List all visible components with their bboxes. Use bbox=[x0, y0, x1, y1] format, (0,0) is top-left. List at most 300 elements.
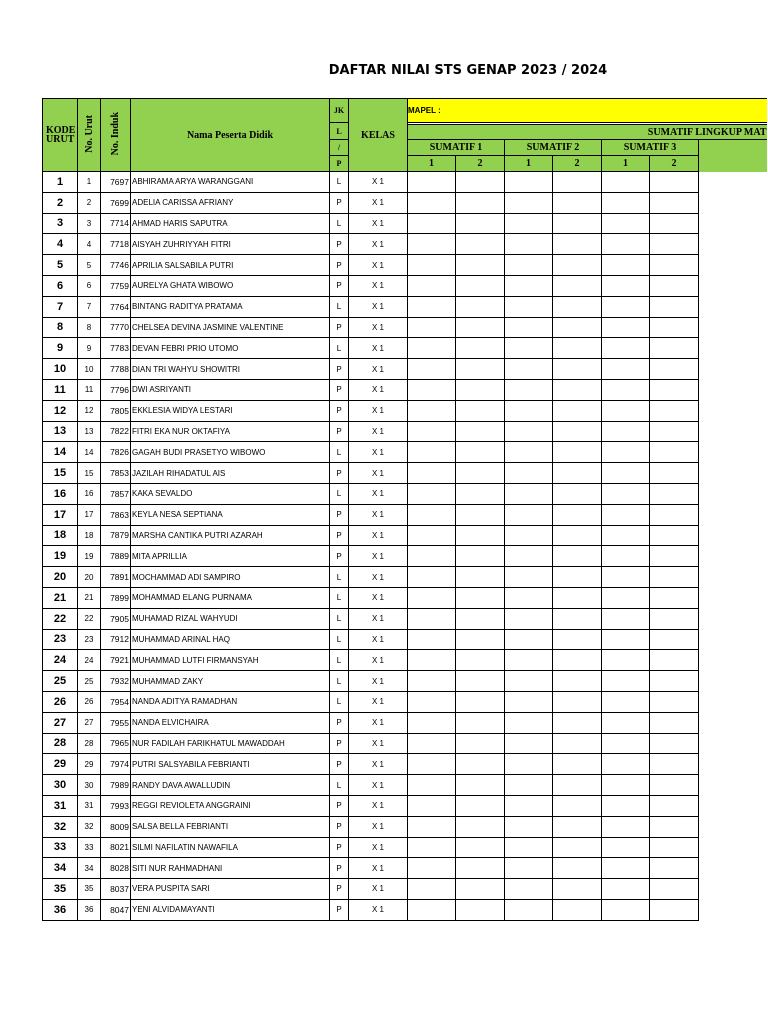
score-cell[interactable] bbox=[408, 733, 456, 754]
score-cell[interactable] bbox=[456, 275, 505, 296]
score-cell[interactable] bbox=[602, 899, 650, 920]
class-cell: X 1 bbox=[349, 296, 408, 317]
empty-margin bbox=[699, 255, 767, 276]
score-cell[interactable] bbox=[456, 795, 505, 816]
score-cell[interactable] bbox=[505, 296, 553, 317]
score-cell[interactable] bbox=[553, 650, 602, 671]
score-cell[interactable] bbox=[456, 671, 505, 692]
score-cell[interactable] bbox=[602, 213, 650, 234]
score-cell[interactable] bbox=[553, 463, 602, 484]
score-cell[interactable] bbox=[553, 712, 602, 733]
score-cell[interactable] bbox=[505, 463, 553, 484]
score-cell[interactable] bbox=[553, 400, 602, 421]
gender-cell: L bbox=[330, 587, 349, 608]
score-cell[interactable] bbox=[505, 608, 553, 629]
score-cell[interactable] bbox=[602, 192, 650, 213]
score-cell[interactable] bbox=[408, 671, 456, 692]
score-cell[interactable] bbox=[553, 338, 602, 359]
score-cell[interactable] bbox=[553, 379, 602, 400]
score-cell[interactable] bbox=[650, 816, 699, 837]
score-cell[interactable] bbox=[408, 525, 456, 546]
score-cell[interactable] bbox=[408, 317, 456, 338]
score-cell[interactable] bbox=[602, 359, 650, 380]
table-row bbox=[43, 504, 767, 525]
no-induk-cell: 7764 bbox=[101, 296, 131, 317]
score-cell[interactable] bbox=[505, 255, 553, 276]
score-cell[interactable] bbox=[553, 421, 602, 442]
score-cell[interactable] bbox=[408, 234, 456, 255]
score-cell[interactable] bbox=[456, 421, 505, 442]
student-name-cell: VERA PUSPITA SARI bbox=[131, 879, 330, 900]
no-urut-cell: 34 bbox=[78, 858, 101, 879]
gender-cell: P bbox=[330, 733, 349, 754]
score-cell[interactable] bbox=[456, 338, 505, 359]
score-cell[interactable] bbox=[650, 442, 699, 463]
score-cell[interactable] bbox=[602, 754, 650, 775]
score-cell[interactable] bbox=[602, 504, 650, 525]
score-cell[interactable] bbox=[505, 879, 553, 900]
table-row bbox=[43, 213, 767, 234]
gender-cell: P bbox=[330, 525, 349, 546]
score-cell[interactable] bbox=[650, 546, 699, 567]
score-cell[interactable] bbox=[408, 567, 456, 588]
score-cell[interactable] bbox=[456, 754, 505, 775]
score-cell[interactable] bbox=[553, 234, 602, 255]
score-cell[interactable] bbox=[650, 317, 699, 338]
table-row bbox=[43, 421, 767, 442]
score-cell[interactable] bbox=[650, 463, 699, 484]
score-cell[interactable] bbox=[456, 525, 505, 546]
score-cell[interactable] bbox=[408, 629, 456, 650]
score-cell[interactable] bbox=[456, 213, 505, 234]
no-urut-cell: 6 bbox=[78, 275, 101, 296]
score-cell[interactable] bbox=[553, 275, 602, 296]
score-cell[interactable] bbox=[505, 234, 553, 255]
score-cell[interactable] bbox=[553, 296, 602, 317]
score-cell[interactable] bbox=[602, 858, 650, 879]
score-cell[interactable] bbox=[553, 255, 602, 276]
score-cell[interactable] bbox=[650, 671, 699, 692]
score-cell[interactable] bbox=[602, 379, 650, 400]
no-induk-cell: 7954 bbox=[101, 691, 131, 712]
score-cell[interactable] bbox=[602, 442, 650, 463]
score-cell[interactable] bbox=[505, 671, 553, 692]
score-cell[interactable] bbox=[650, 192, 699, 213]
score-cell[interactable] bbox=[505, 379, 553, 400]
score-cell[interactable] bbox=[505, 899, 553, 920]
student-name-cell: ABHIRAMA ARYA WARANGGANI bbox=[131, 172, 330, 193]
score-cell[interactable] bbox=[505, 483, 553, 504]
score-cell[interactable] bbox=[553, 172, 602, 193]
score-cell[interactable] bbox=[602, 691, 650, 712]
score-cell[interactable] bbox=[408, 442, 456, 463]
score-cell[interactable] bbox=[602, 567, 650, 588]
no-induk-cell: 7826 bbox=[101, 442, 131, 463]
score-cell[interactable] bbox=[408, 775, 456, 796]
score-cell[interactable] bbox=[456, 296, 505, 317]
score-cell[interactable] bbox=[650, 650, 699, 671]
score-cell[interactable] bbox=[505, 421, 553, 442]
no-induk-cell: 7863 bbox=[101, 504, 131, 525]
class-cell: X 1 bbox=[349, 712, 408, 733]
score-cell[interactable] bbox=[553, 359, 602, 380]
score-cell[interactable] bbox=[408, 879, 456, 900]
score-cell[interactable] bbox=[553, 837, 602, 858]
score-cell[interactable] bbox=[602, 837, 650, 858]
score-cell[interactable] bbox=[456, 587, 505, 608]
score-cell[interactable] bbox=[553, 858, 602, 879]
score-cell[interactable] bbox=[602, 400, 650, 421]
score-cell[interactable] bbox=[602, 296, 650, 317]
score-cell[interactable] bbox=[553, 775, 602, 796]
score-cell[interactable] bbox=[602, 421, 650, 442]
score-cell[interactable] bbox=[505, 546, 553, 567]
class-cell: X 1 bbox=[349, 338, 408, 359]
score-cell[interactable] bbox=[602, 608, 650, 629]
score-cell[interactable] bbox=[505, 587, 553, 608]
score-cell[interactable] bbox=[553, 671, 602, 692]
score-cell[interactable] bbox=[408, 275, 456, 296]
score-cell[interactable] bbox=[650, 400, 699, 421]
score-cell[interactable] bbox=[650, 879, 699, 900]
score-cell[interactable] bbox=[505, 317, 553, 338]
score-cell[interactable] bbox=[650, 275, 699, 296]
gender-cell: P bbox=[330, 754, 349, 775]
score-cell[interactable] bbox=[408, 483, 456, 504]
student-name-cell: AHMAD HARIS SAPUTRA bbox=[131, 213, 330, 234]
student-name-cell: ADELIA CARISSA AFRIANY bbox=[131, 192, 330, 213]
score-cell[interactable] bbox=[456, 463, 505, 484]
class-cell: X 1 bbox=[349, 567, 408, 588]
score-cell[interactable] bbox=[456, 359, 505, 380]
score-cell[interactable] bbox=[456, 504, 505, 525]
header-nama-peserta: Nama Peserta Didik bbox=[131, 99, 330, 172]
score-cell[interactable] bbox=[553, 899, 602, 920]
student-name-cell: KAKA SEVALDO bbox=[131, 483, 330, 504]
score-cell[interactable] bbox=[553, 608, 602, 629]
score-cell[interactable] bbox=[408, 192, 456, 213]
no-urut-cell: 22 bbox=[78, 608, 101, 629]
no-urut-cell: 24 bbox=[78, 650, 101, 671]
score-cell[interactable] bbox=[553, 629, 602, 650]
score-cell[interactable] bbox=[456, 899, 505, 920]
no-urut-cell: 13 bbox=[78, 421, 101, 442]
score-cell[interactable] bbox=[553, 587, 602, 608]
score-cell[interactable] bbox=[505, 775, 553, 796]
score-cell[interactable] bbox=[456, 879, 505, 900]
score-cell[interactable] bbox=[408, 213, 456, 234]
student-name-cell: MITA APRILLIA bbox=[131, 546, 330, 567]
no-induk-cell: 7889 bbox=[101, 546, 131, 567]
score-cell[interactable] bbox=[602, 587, 650, 608]
empty-margin bbox=[699, 421, 767, 442]
score-cell[interactable] bbox=[650, 296, 699, 317]
score-cell[interactable] bbox=[650, 504, 699, 525]
score-cell[interactable] bbox=[650, 587, 699, 608]
header-sub-col: 1 bbox=[505, 156, 553, 172]
score-cell[interactable] bbox=[650, 712, 699, 733]
score-cell[interactable] bbox=[602, 671, 650, 692]
score-cell[interactable] bbox=[602, 483, 650, 504]
score-cell[interactable] bbox=[408, 338, 456, 359]
kode-urut-cell: 27 bbox=[43, 712, 78, 733]
score-cell[interactable] bbox=[408, 421, 456, 442]
score-cell[interactable] bbox=[505, 733, 553, 754]
score-cell[interactable] bbox=[505, 837, 553, 858]
score-cell[interactable] bbox=[456, 816, 505, 837]
score-cell[interactable] bbox=[553, 504, 602, 525]
score-cell[interactable] bbox=[602, 255, 650, 276]
score-cell[interactable] bbox=[456, 317, 505, 338]
score-cell[interactable] bbox=[505, 650, 553, 671]
score-cell[interactable] bbox=[650, 379, 699, 400]
score-cell[interactable] bbox=[408, 400, 456, 421]
score-cell[interactable] bbox=[456, 837, 505, 858]
score-cell[interactable] bbox=[408, 608, 456, 629]
score-cell[interactable] bbox=[456, 567, 505, 588]
score-cell[interactable] bbox=[408, 463, 456, 484]
gender-cell: L bbox=[330, 296, 349, 317]
score-cell[interactable] bbox=[505, 400, 553, 421]
class-cell: X 1 bbox=[349, 608, 408, 629]
score-cell[interactable] bbox=[602, 733, 650, 754]
student-name-cell: EKKLESIA WIDYA LESTARI bbox=[131, 400, 330, 421]
score-cell[interactable] bbox=[602, 338, 650, 359]
score-cell[interactable] bbox=[602, 650, 650, 671]
score-cell[interactable] bbox=[456, 691, 505, 712]
class-cell: X 1 bbox=[349, 275, 408, 296]
header-sumatif-3: SUMATIF 3 bbox=[602, 140, 699, 156]
score-cell[interactable] bbox=[650, 754, 699, 775]
score-cell[interactable] bbox=[602, 275, 650, 296]
empty-margin bbox=[699, 296, 767, 317]
score-cell[interactable] bbox=[505, 192, 553, 213]
score-cell[interactable] bbox=[650, 733, 699, 754]
score-cell[interactable] bbox=[456, 608, 505, 629]
score-cell[interactable] bbox=[408, 816, 456, 837]
score-cell[interactable] bbox=[408, 172, 456, 193]
score-cell[interactable] bbox=[650, 608, 699, 629]
score-cell[interactable] bbox=[553, 442, 602, 463]
score-cell[interactable] bbox=[602, 546, 650, 567]
score-cell[interactable] bbox=[553, 795, 602, 816]
no-induk-cell: 7770 bbox=[101, 317, 131, 338]
score-cell[interactable] bbox=[602, 712, 650, 733]
score-cell[interactable] bbox=[456, 733, 505, 754]
score-cell[interactable] bbox=[602, 879, 650, 900]
score-cell[interactable] bbox=[408, 754, 456, 775]
score-cell[interactable] bbox=[602, 525, 650, 546]
score-cell[interactable] bbox=[505, 213, 553, 234]
score-cell[interactable] bbox=[553, 879, 602, 900]
score-cell[interactable] bbox=[456, 483, 505, 504]
gender-cell: P bbox=[330, 712, 349, 733]
score-cell[interactable] bbox=[456, 629, 505, 650]
no-induk-cell: 7974 bbox=[101, 754, 131, 775]
no-induk-cell: 7718 bbox=[101, 234, 131, 255]
score-cell[interactable] bbox=[505, 275, 553, 296]
score-cell[interactable] bbox=[408, 691, 456, 712]
score-cell[interactable] bbox=[650, 421, 699, 442]
score-cell[interactable] bbox=[456, 858, 505, 879]
gender-cell: P bbox=[330, 379, 349, 400]
score-cell[interactable] bbox=[408, 650, 456, 671]
score-cell[interactable] bbox=[408, 712, 456, 733]
score-cell[interactable] bbox=[650, 525, 699, 546]
empty-margin bbox=[699, 587, 767, 608]
score-cell[interactable] bbox=[650, 338, 699, 359]
score-cell[interactable] bbox=[408, 255, 456, 276]
score-cell[interactable] bbox=[505, 816, 553, 837]
kode-urut-cell: 7 bbox=[43, 296, 78, 317]
score-cell[interactable] bbox=[456, 650, 505, 671]
score-cell[interactable] bbox=[505, 795, 553, 816]
score-cell[interactable] bbox=[505, 442, 553, 463]
no-urut-cell: 36 bbox=[78, 899, 101, 920]
score-cell[interactable] bbox=[602, 816, 650, 837]
score-cell[interactable] bbox=[650, 899, 699, 920]
score-cell[interactable] bbox=[553, 691, 602, 712]
score-cell[interactable] bbox=[505, 338, 553, 359]
score-cell[interactable] bbox=[553, 483, 602, 504]
score-cell[interactable] bbox=[456, 546, 505, 567]
score-cell[interactable] bbox=[456, 442, 505, 463]
score-cell[interactable] bbox=[650, 795, 699, 816]
score-cell[interactable] bbox=[650, 172, 699, 193]
score-cell[interactable] bbox=[505, 858, 553, 879]
score-cell[interactable] bbox=[456, 255, 505, 276]
score-cell[interactable] bbox=[553, 816, 602, 837]
empty-margin bbox=[699, 400, 767, 421]
score-cell[interactable] bbox=[650, 837, 699, 858]
no-induk-cell: 7899 bbox=[101, 587, 131, 608]
score-cell[interactable] bbox=[602, 234, 650, 255]
score-cell[interactable] bbox=[553, 754, 602, 775]
no-urut-cell: 9 bbox=[78, 338, 101, 359]
student-name-cell: YENI ALVIDAMAYANTI bbox=[131, 899, 330, 920]
score-cell[interactable] bbox=[456, 234, 505, 255]
grade-table bbox=[42, 98, 767, 921]
score-cell[interactable] bbox=[456, 379, 505, 400]
score-cell[interactable] bbox=[650, 234, 699, 255]
class-cell: X 1 bbox=[349, 172, 408, 193]
kode-urut-cell: 2 bbox=[43, 192, 78, 213]
class-cell: X 1 bbox=[349, 379, 408, 400]
score-cell[interactable] bbox=[456, 712, 505, 733]
score-cell[interactable] bbox=[505, 172, 553, 193]
score-cell[interactable] bbox=[553, 525, 602, 546]
score-cell[interactable] bbox=[456, 775, 505, 796]
student-name-cell: APRILIA SALSABILA PUTRI bbox=[131, 255, 330, 276]
no-induk-cell: 7783 bbox=[101, 338, 131, 359]
score-cell[interactable] bbox=[602, 775, 650, 796]
class-cell: X 1 bbox=[349, 546, 408, 567]
score-cell[interactable] bbox=[408, 587, 456, 608]
score-cell[interactable] bbox=[456, 192, 505, 213]
score-cell[interactable] bbox=[408, 379, 456, 400]
no-induk-cell: 7955 bbox=[101, 712, 131, 733]
score-cell[interactable] bbox=[602, 172, 650, 193]
header-sumatif-2: SUMATIF 2 bbox=[505, 140, 602, 156]
score-cell[interactable] bbox=[505, 567, 553, 588]
table-row bbox=[43, 255, 767, 276]
header-jk-slash: / bbox=[330, 140, 349, 156]
score-cell[interactable] bbox=[650, 858, 699, 879]
score-cell[interactable] bbox=[505, 754, 553, 775]
score-cell[interactable] bbox=[553, 733, 602, 754]
score-cell[interactable] bbox=[650, 213, 699, 234]
gender-cell: P bbox=[330, 546, 349, 567]
score-cell[interactable] bbox=[650, 691, 699, 712]
gender-cell: P bbox=[330, 899, 349, 920]
score-cell[interactable] bbox=[650, 567, 699, 588]
score-cell[interactable] bbox=[456, 172, 505, 193]
student-name-cell: PUTRI SALSYABILA FEBRIANTI bbox=[131, 754, 330, 775]
score-cell[interactable] bbox=[408, 546, 456, 567]
no-induk-cell: 7891 bbox=[101, 567, 131, 588]
score-cell[interactable] bbox=[650, 775, 699, 796]
score-cell[interactable] bbox=[553, 192, 602, 213]
score-cell[interactable] bbox=[602, 317, 650, 338]
score-cell[interactable] bbox=[553, 213, 602, 234]
score-cell[interactable] bbox=[408, 858, 456, 879]
kode-urut-cell: 10 bbox=[43, 359, 78, 380]
score-cell[interactable] bbox=[505, 525, 553, 546]
score-cell[interactable] bbox=[650, 483, 699, 504]
score-cell[interactable] bbox=[505, 629, 553, 650]
score-cell[interactable] bbox=[602, 629, 650, 650]
gender-cell: P bbox=[330, 816, 349, 837]
class-cell: X 1 bbox=[349, 463, 408, 484]
score-cell[interactable] bbox=[408, 296, 456, 317]
score-cell[interactable] bbox=[505, 359, 553, 380]
score-cell[interactable] bbox=[505, 712, 553, 733]
score-cell[interactable] bbox=[408, 795, 456, 816]
no-induk-cell: 7857 bbox=[101, 483, 131, 504]
score-cell[interactable] bbox=[505, 504, 553, 525]
kode-urut-cell: 34 bbox=[43, 858, 78, 879]
empty-margin bbox=[699, 192, 767, 213]
class-cell: X 1 bbox=[349, 483, 408, 504]
student-name-cell: DWI ASRIYANTI bbox=[131, 379, 330, 400]
no-urut-cell: 21 bbox=[78, 587, 101, 608]
score-cell[interactable] bbox=[408, 837, 456, 858]
header-sub-col: 2 bbox=[456, 156, 505, 172]
score-cell[interactable] bbox=[408, 504, 456, 525]
no-induk-cell: 7796 bbox=[101, 379, 131, 400]
score-cell[interactable] bbox=[650, 629, 699, 650]
score-cell[interactable] bbox=[456, 400, 505, 421]
score-cell[interactable] bbox=[505, 691, 553, 712]
score-cell[interactable] bbox=[408, 899, 456, 920]
no-urut-cell: 14 bbox=[78, 442, 101, 463]
score-cell[interactable] bbox=[553, 567, 602, 588]
score-cell[interactable] bbox=[553, 317, 602, 338]
kode-urut-cell: 33 bbox=[43, 837, 78, 858]
score-cell[interactable] bbox=[602, 795, 650, 816]
score-cell[interactable] bbox=[650, 255, 699, 276]
gender-cell: P bbox=[330, 795, 349, 816]
kode-urut-cell: 5 bbox=[43, 255, 78, 276]
kode-urut-cell: 30 bbox=[43, 775, 78, 796]
table-row bbox=[43, 525, 767, 546]
score-cell[interactable] bbox=[553, 546, 602, 567]
score-cell[interactable] bbox=[408, 359, 456, 380]
kode-urut-cell: 18 bbox=[43, 525, 78, 546]
score-cell[interactable] bbox=[650, 359, 699, 380]
empty-margin bbox=[699, 567, 767, 588]
score-cell[interactable] bbox=[602, 463, 650, 484]
